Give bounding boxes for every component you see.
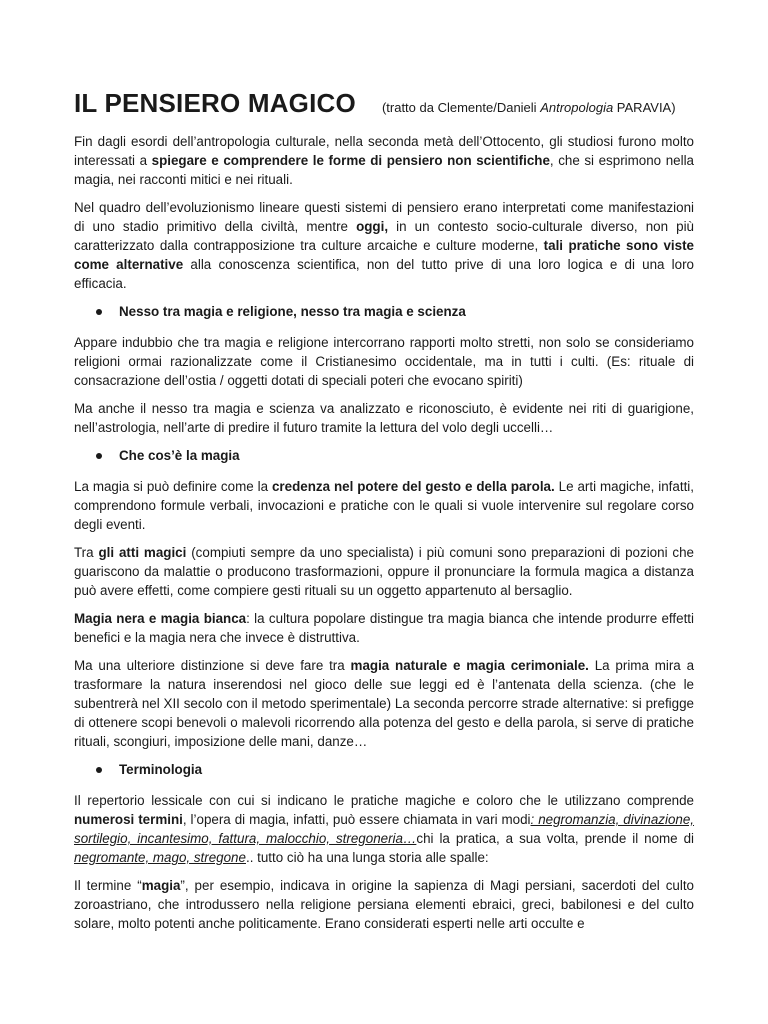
section-heading-label: Nesso tra magia e religione, nesso tra magia e scienza [119, 304, 466, 319]
bold-phrase: spiegare e comprendere le forme di pensiero non scientifiche [151, 153, 550, 168]
title-row [74, 88, 694, 118]
paragraph-intro: Fin dagli esordi dell’antropologia culturale, nella seconda metà dell’Ottocento, gli studiosi furono molto interessati a spiegare e comprendere le forme di pensiero non scientifiche, che si esprimono nella magia, nei racconti mitici e nei rituali. [74, 134, 694, 187]
source-book: Antropologia [540, 100, 614, 115]
source-citation [382, 99, 676, 117]
paragraph-science: Ma anche il nesso tra magia e scienza va analizzato e riconosciuto, è evidente nei riti di guarigione, nell’astrologia, nell’arte di predire il futuro tramite la lettura del volo degli uccelli… [74, 401, 694, 435]
bold-phrase: magia [141, 878, 181, 893]
bullet-dot-icon [96, 309, 102, 315]
paragraph-evolutionism: Nel quadro dell’evoluzionismo lineare questi sistemi di pensiero erano interpretati come manifestazioni di uno stadio primitivo della civiltà, mentre oggi, in un contesto socio-culturale diverso, non più caratterizzato dalla contrapposizione tra culture arcaiche e culture moderne, tali pratiche sono viste come alternative alla conoscenza scientifica, non del tutto prive di una loro logica e di una loro efficacia. [74, 200, 695, 291]
source-suffix: PARAVIA) [613, 100, 676, 115]
bold-phrase: gli atti magici [98, 545, 187, 560]
bold-phrase: Magia nera e magia bianca [74, 611, 247, 626]
bullet-dot-icon [96, 453, 102, 459]
paragraph-natural-ceremonial: Ma una ulteriore distinzione si deve fare tra magia naturale e magia cerimoniale. La prima mira a trasformare la natura inserendosi nel gioco delle sue leggi ed è l’antenata della scienza. (che le subentrerà nel XII secolo con il metodo sperimentale) La seconda percorre strade alternative: si prefigge di ottenere scopi benevoli o malevoli ricorrendo alla potenza del gesto e della parola, si serve di pratiche rituali, scongiuri, imposizione delle mani, danze… [74, 658, 695, 749]
paragraph-religion: Appare indubbio che tra magia e religione intercorrano rapporti molto stretti, non solo se consideriamo religioni ormai razionalizzate come il Cristianesimo occidentale, ma in tutti i culti. (Es: rituale di consacrazione dell’ostia / oggetti dotati di speciali poteri che evocano spiriti) [74, 335, 694, 388]
section-heading-label: Che cos’è la magia [119, 448, 240, 463]
bold-phrase: oggi, [356, 219, 389, 234]
section-heading-label: Terminologia [119, 762, 203, 777]
source-prefix: (tratto da Clemente/Danieli [381, 100, 541, 115]
underlined-terms: negromante, mago, stregone [74, 850, 246, 865]
paragraph-terms: Il repertorio lessicale con cui si indicano le pratiche magiche e coloro che le utilizzano comprende numerosi termini, l’opera di magia, infatti, può essere chiamata in vari modi: negromanzia, divinazione, sortilegio, incantesimo, fattura, malocchio, stregoneria…chi la pratica, a sua volta, prende il nome di negromante, mago, stregone.. tutto ciò ha una lunga storia alle spalle: [74, 793, 695, 865]
underlined-terms: : negromanzia, divinazione, sortilegio, incantesimo, fattura, malocchio, stregoneria… [74, 812, 695, 846]
bold-phrase: magia naturale e magia cerimoniale. [350, 658, 589, 673]
paragraph-acts: Tra gli atti magici (compiuti sempre da uno specialista) i più comuni sono preparazioni di pozioni che guariscono da malattie o producono trasformazioni, oppure il pronunciare la formula magica a distanza può avere effetti, come compiere gesti rituali su un oggetto appartenuto al bersaglio. [74, 545, 695, 598]
section-heading-terminologia [96, 760, 694, 779]
paragraph-black-white: Magia nera e magia bianca: la cultura popolare distingue tra magia bianca che intende produrre effetti benefici e la magia nera che invece è distruttiva. [74, 611, 694, 645]
paragraph-definition: La magia si può definire come la credenza nel potere del gesto e della parola. Le arti magiche, infatti, comprendono formule verbali, invocazioni e pratiche con le quali si vuole intervenire sul regolare corso degli eventi. [74, 479, 694, 532]
page-title: IL PENSIERO MAGICO [74, 88, 356, 118]
bold-phrase: credenza nel potere del gesto e della parola. [271, 479, 555, 494]
bold-phrase: tali pratiche sono viste come alternative [74, 238, 694, 272]
section-heading-magia [96, 446, 694, 465]
bullet-dot-icon [96, 767, 102, 773]
bold-phrase: numerosi termini [74, 812, 183, 827]
paragraph-magia-term: Il termine “magia”, per esempio, indicava in origine la sapienza di Magi persiani, sacerdoti del culto zoroastriano, che introdussero nella religione persiana elementi ebraici, greci, babilonesi e del culto solare, molto potenti anche politicamente. Erano considerati esperti nelle arti occulte e [74, 878, 694, 931]
section-heading-nesso [96, 302, 694, 321]
